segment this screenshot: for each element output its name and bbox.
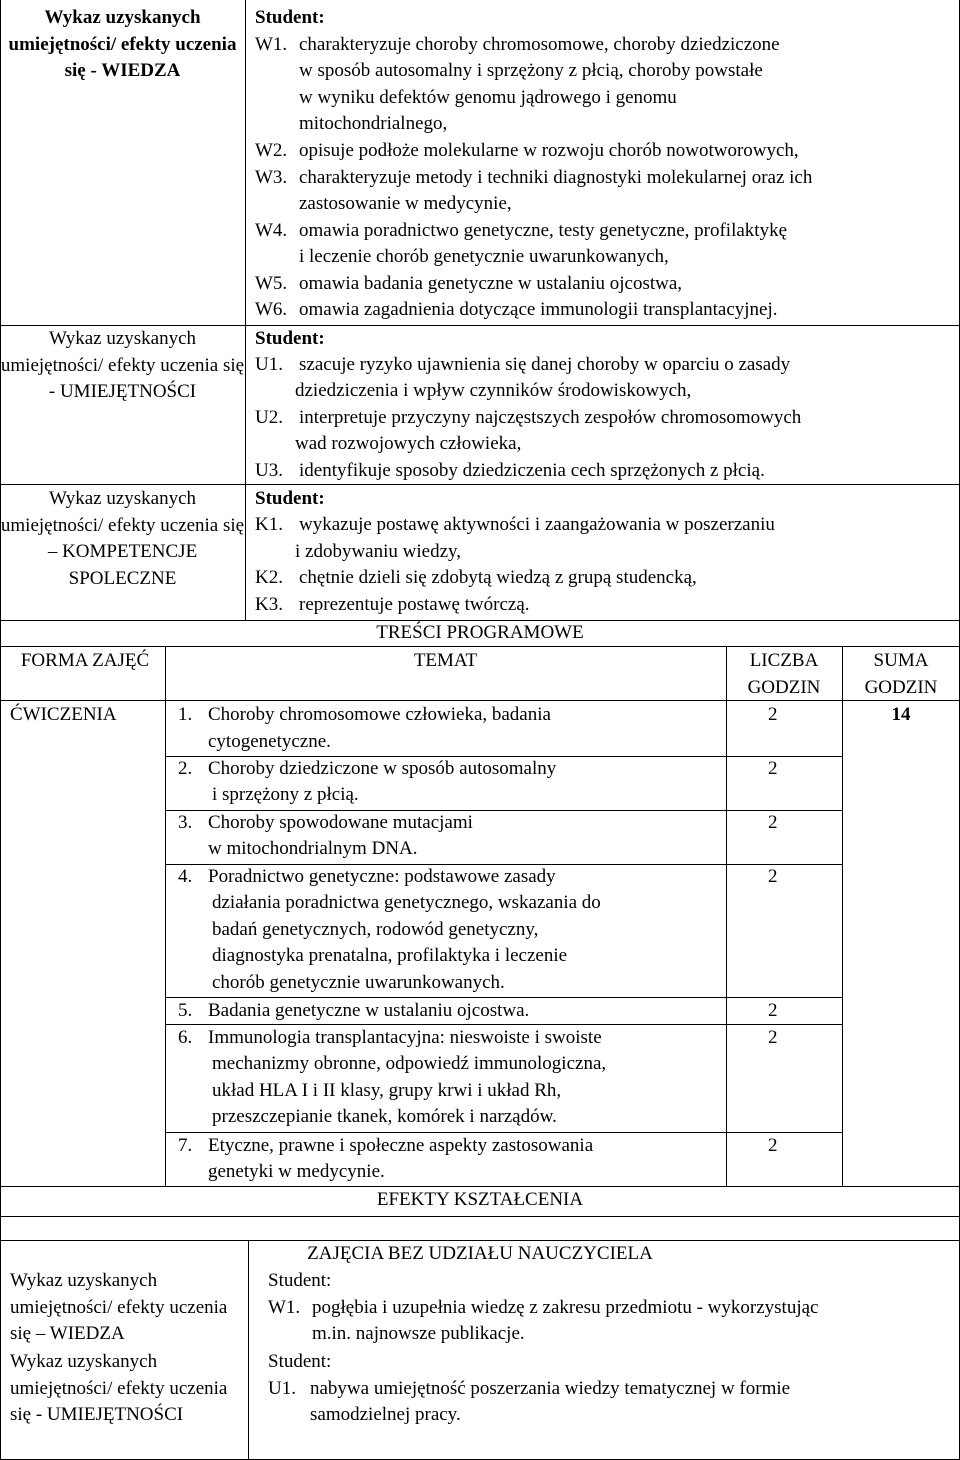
section-label-umiejetnosci: Wykaz uzyskanych umiejętności/ efekty uczenia się - UMIEJĘTNOŚCI [0, 328, 245, 402]
topic-number: 4. [178, 866, 193, 887]
item-code: K3. [255, 594, 283, 615]
forma-value: ĆWICZENIA [10, 704, 117, 725]
topic-line: Badania genetyczne w ustalaniu ojcostwa. [208, 1000, 530, 1021]
topic-line: działania poradnictwa genetycznego, wskazania do [212, 892, 601, 913]
topic-line: Choroby dziedziczone w sposób autosomalny [208, 758, 557, 779]
grid-line [165, 646, 166, 1186]
topic-hours: 2 [768, 812, 778, 833]
item-line: mitochondrialnego, [299, 113, 448, 134]
item-code: W6. [255, 299, 288, 320]
item-line: wykazuje postawę aktywności i zaangażowania w poszerzaniu [299, 514, 775, 535]
topic-hours: 2 [768, 758, 778, 779]
section-label-wiedza: Wykaz uzyskanych umiejętności/ efekty uczenia się - WIEDZA [8, 7, 237, 81]
student-heading: Student: [255, 7, 325, 28]
item-line: dziedziczenia i wpływ czynników środowiskowych, [295, 380, 692, 401]
student-heading: Student: [255, 488, 325, 509]
topic-line: w mitochondrialnym DNA. [208, 838, 418, 859]
topic-number: 5. [178, 1000, 193, 1021]
item-code: W4. [255, 220, 288, 241]
item-line: charakteryzuje choroby chromosomowe, choroby dziedziczone [299, 34, 780, 55]
item-line: omawia badania genetyczne w ustalaniu ojcostwa, [299, 273, 683, 294]
grid-line [0, 1216, 960, 1217]
topic-number: 3. [178, 812, 193, 833]
col-header-forma: FORMA ZAJĘĆ [20, 650, 150, 671]
topic-line: Immunologia transplantacyjna: nieswoiste i swoiste [208, 1027, 602, 1048]
student-heading: Student: [268, 1351, 332, 1372]
topic-line: diagnostyka prenatalna, profilaktyka i leczenie [212, 945, 568, 966]
col-header-temat: TEMAT [413, 650, 478, 671]
item-code: U1. [268, 1378, 296, 1399]
item-code: U1. [255, 354, 283, 375]
item-code: W2. [255, 140, 288, 161]
topic-line: badań genetycznych, rodowód genetyczny, [212, 919, 539, 940]
item-code: U3. [255, 460, 283, 481]
topic-hours: 2 [768, 1027, 778, 1048]
item-line: szacuje ryzyko ujawnienia się danej choroby w oparciu o zasady [299, 354, 791, 375]
item-code: K1. [255, 514, 283, 535]
item-line: zastosowanie w medycynie, [299, 193, 512, 214]
topic-line: układ HLA I i II klasy, grupy krwi i układ Rh, [212, 1080, 562, 1101]
topic-line: Poradnictwo genetyczne: podstawowe zasady [208, 866, 556, 887]
independent-label-wiedza: Wykaz uzyskanych umiejętności/ efekty uczenia się – WIEDZA [10, 1270, 228, 1344]
topic-number: 7. [178, 1135, 193, 1156]
topic-number: 6. [178, 1027, 193, 1048]
item-line: w wyniku defektów genomu jądrowego i genomu [299, 87, 677, 108]
item-line: opisuje podłoże molekularne w rozwoju chorób nowotworowych, [299, 140, 799, 161]
suma-value: 14 [891, 704, 911, 725]
topic-line: chorób genetycznie uwarunkowanych. [212, 972, 505, 993]
item-line: interpretuje przyczyny najczęstszych zespołów chromosomowych [299, 407, 802, 428]
topic-number: 2. [178, 758, 193, 779]
item-code: W1. [255, 34, 288, 55]
topic-line: przeszczepianie tkanek, komórek i narządów. [212, 1106, 557, 1127]
topic-line: Etyczne, prawne i społeczne aspekty zastosowania [208, 1135, 594, 1156]
item-line: chętnie dzieli się zdobytą wiedzą z grupą studencką, [299, 567, 697, 588]
student-heading: Student: [255, 328, 325, 349]
item-code: W1. [268, 1297, 301, 1318]
topic-number: 1. [178, 704, 193, 725]
item-line: pogłębia i uzupełnia wiedzę z zakresu przedmiotu - wykorzystując [312, 1297, 819, 1318]
col-header-liczba: LICZBA GODZIN [747, 650, 821, 698]
section-label-kompetencje: Wykaz uzyskanych umiejętności/ efekty uczenia się – KOMPETENCJE SPOLECZNE [0, 488, 245, 589]
item-code: W5. [255, 273, 288, 294]
topic-line: i sprzężony z płcią. [212, 784, 359, 805]
topic-line: Choroby spowodowane mutacjami [208, 812, 473, 833]
col-header-suma: SUMA GODZIN [864, 650, 938, 698]
item-line: reprezentuje postawę twórczą. [299, 594, 530, 615]
topic-hours: 2 [768, 1000, 778, 1021]
item-line: wad rozwojowych człowieka, [295, 433, 522, 454]
topic-hours: 2 [768, 704, 778, 725]
topic-line: Choroby chromosomowe człowieka, badania [208, 704, 551, 725]
topic-hours: 2 [768, 866, 778, 887]
student-heading: Student: [268, 1270, 332, 1291]
item-line: samodzielnej pracy. [310, 1404, 461, 1425]
topic-hours: 2 [768, 1135, 778, 1156]
program-title: TREŚCI PROGRAMOWE [376, 622, 584, 643]
topic-line: cytogenetyczne. [208, 731, 331, 752]
grid-line [726, 646, 727, 1186]
item-line: i leczenie chorób genetycznie uwarunkowanych, [299, 246, 669, 267]
grid-line [245, 0, 246, 620]
item-line: i zdobywaniu wiedzy, [295, 541, 462, 562]
independent-label-umiejetnosci: Wykaz uzyskanych umiejętności/ efekty uczenia się - UMIEJĘTNOŚCI [10, 1351, 228, 1425]
topic-line: mechanizmy obronne, odpowiedź immunologiczna, [212, 1053, 607, 1074]
item-line: charakteryzuje metody i techniki diagnostyki molekularnej oraz ich [299, 167, 813, 188]
effects-title: EFEKTY KSZTAŁCENIA [376, 1189, 584, 1210]
item-code: K2. [255, 567, 283, 588]
item-line: omawia poradnictwo genetyczne, testy genetyczne, profilaktykę [299, 220, 787, 241]
topic-line: genetyki w medycynie. [208, 1161, 385, 1182]
item-code: U2. [255, 407, 283, 428]
item-line: nabywa umiejętność poszerzania wiedzy tematycznej w formie [310, 1378, 791, 1399]
item-line: w sposób autosomalny i sprzężony z płcią, choroby powstałe [299, 60, 763, 81]
item-line: m.in. najnowsze publikacje. [312, 1323, 525, 1344]
item-code: W3. [255, 167, 288, 188]
independent-title: ZAJĘCIA BEZ UDZIAŁU NAUCZYCIELA [307, 1243, 653, 1264]
item-line: omawia zagadnienia dotyczące immunologii transplantacyjnej. [299, 299, 778, 320]
item-line: identyfikuje sposoby dziedziczenia cech sprzężonych z płcią. [299, 460, 765, 481]
